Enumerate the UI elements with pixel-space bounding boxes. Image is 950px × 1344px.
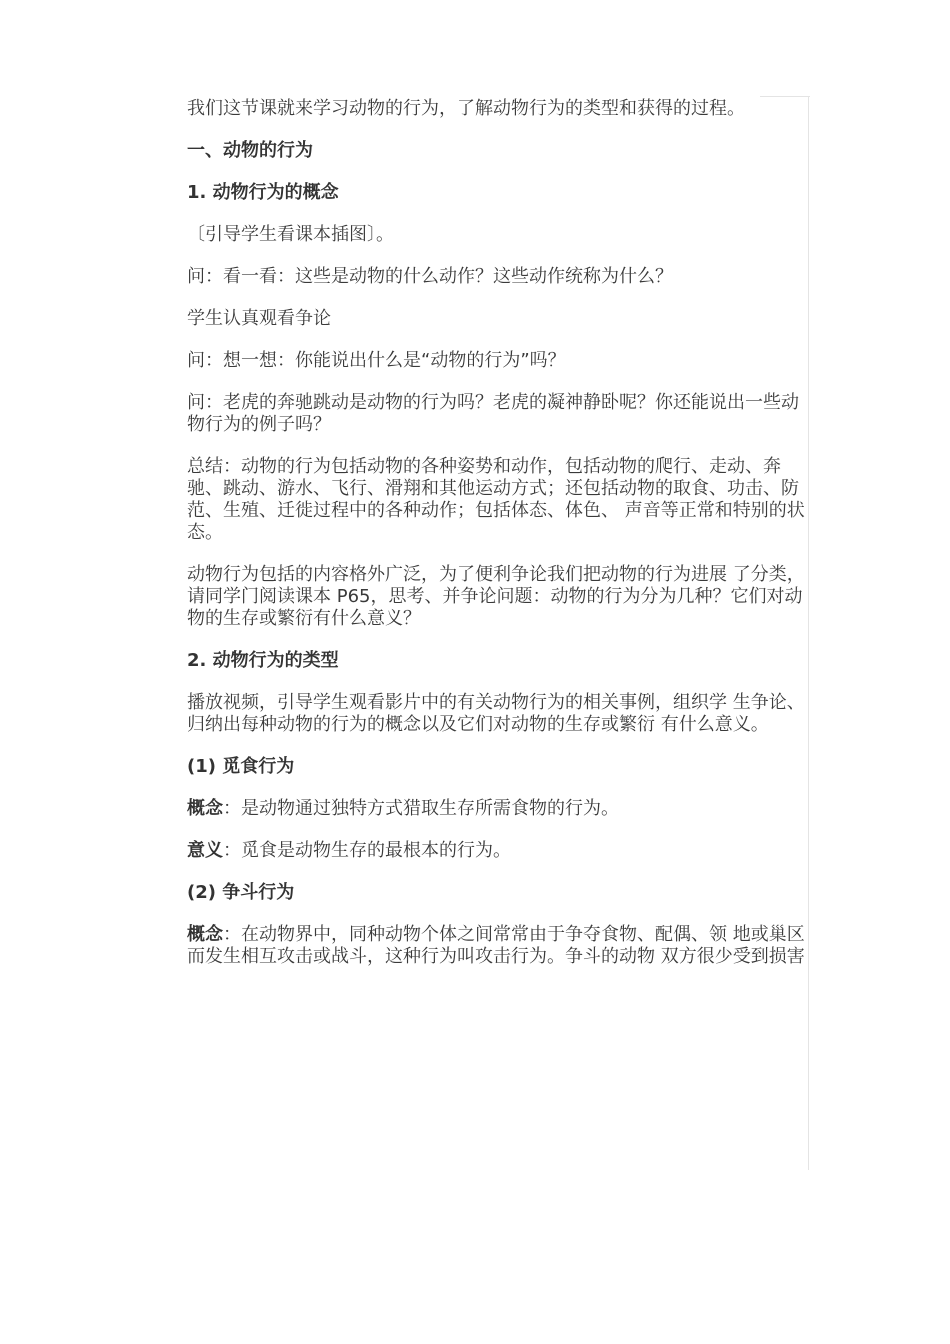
meaning-text: ：觅食是动物生存的最根本的行为。	[223, 840, 511, 861]
video-paragraph: 播放视频，引导学生观看影片中的有关动物行为的相关事例，组织学 生争论、归纳出每种动物的行为的概念以及它们对动物的生存或繁衍 有什么意义。	[187, 692, 805, 735]
subheading-behavior-concept: 1. 动物行为的概念	[187, 182, 339, 203]
type-foraging-heading: (1) 觅食行为	[187, 756, 295, 777]
concept-label: 概念	[187, 924, 223, 945]
concept-label: 概念	[187, 798, 223, 819]
page-top-rule	[760, 96, 810, 97]
document-body	[187, 98, 812, 988]
concept-text: ：在动物界中，同种动物个体之间常常由于争夺食物、配偶、领 地或巢区而发生相互攻击或战斗，这种行为叫攻击行为。争斗的动物 双方很少受到损害	[187, 924, 805, 967]
foraging-concept	[187, 798, 812, 820]
question-tiger: 问：老虎的奔驰跳动是动物的行为吗？老虎的凝神静卧呢？你还能说出一些动物行为的例子吗？	[187, 392, 799, 435]
foraging-meaning	[187, 840, 812, 862]
intro-paragraph: 我们这节课就来学习动物的行为，了解动物行为的类型和获得的过程。	[187, 98, 745, 119]
concept-text: ：是动物通过独特方式猎取生存所需食物的行为。	[223, 798, 619, 819]
meaning-label: 意义	[187, 840, 223, 861]
question-think: 问：想一想：你能说出什么是“动物的行为”吗？	[187, 350, 566, 371]
fighting-concept	[187, 924, 812, 968]
students-discuss-paragraph: 学生认真观看争论	[187, 308, 331, 329]
content-scope-paragraph: 动物行为包括的内容格外广泛，为了便利争论我们把动物的行为进展 了分类，请同学门阅读课本 P65，思考、并争论问题：动物的行为分为几种？它们对动物的生存或繁衍有什么意义？	[187, 564, 805, 629]
question-look: 问：看一看：这些是动物的什么动作？这些动作统称为什么？	[187, 266, 673, 287]
guide-paragraph: 〔引导学生看课本插图〕。	[187, 224, 394, 245]
summary-paragraph: 总结：动物的行为包括动物的各种姿势和动作，包括动物的爬行、走动、奔驰、跳动、游水、飞行、滑翔和其他运动方式；还包括动物的取食、功击、防范、生殖、迁徙过程中的各种动作；包括体态、体色、 声音等正常和特别的状态。	[187, 456, 805, 543]
section-heading-animal-behavior: 一、动物的行为	[187, 140, 313, 161]
subheading-behavior-types: 2. 动物行为的类型	[187, 650, 339, 671]
type-fighting-heading: (2) 争斗行为	[187, 882, 295, 903]
